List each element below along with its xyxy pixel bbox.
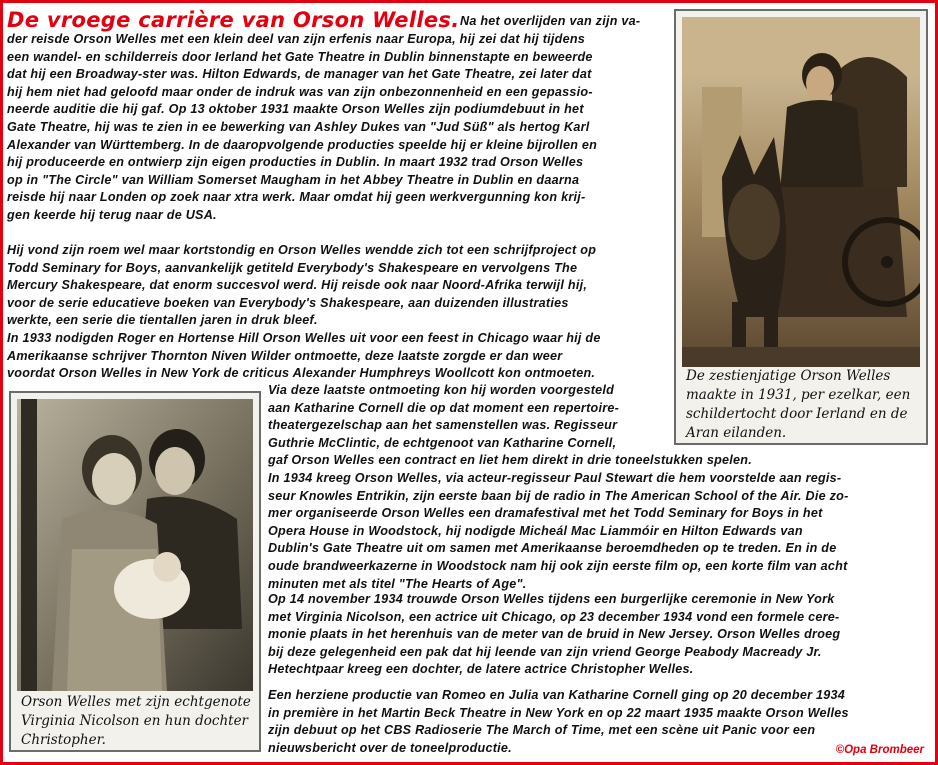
text-line: seur Knowles Entrikin, zijn eerste baan bij de radio in The American School of the Air. Die zo- [268, 488, 849, 503]
donkey-cart-image [682, 17, 920, 367]
caption-line: Virginia Nicolson en hun dochter [21, 713, 249, 729]
text-line: Alexander van Württemberg. In de daaropvolgende producties speelde hij er kleine bijrollen en [7, 137, 598, 152]
text-line: zijn debuut op het CBS Radioserie The March of Time, met een scène uit Panic voor een [268, 723, 816, 738]
text-line: theatergezelschap aan het samenstellen was. Regisseur [268, 418, 618, 433]
text-line: een wandel- en schilderreis door Ierland het Gate Theatre in Dublin binnenstapte en beweerde [7, 49, 593, 64]
photo-donkey-cart [674, 9, 928, 445]
text-line: in première in het Martin Beck Theatre in New York en op 22 maart 1935 maakte Orson Welles [268, 705, 849, 720]
family-image [17, 399, 253, 691]
text-line: Na het overlijden van zijn va- [460, 14, 641, 28]
caption-line: De zestienjatige Orson Welles [686, 368, 891, 384]
text-line: neerde auditie die hij gaf. Op 13 oktober 1931 maakte Orson Welles zijn podiumdebuut in het [7, 102, 584, 117]
text-line: oude brandweerkazerne in Woodstock nam hij ook zijn eerste film op, een korte film van acht [268, 558, 848, 573]
text-line: der reisde Orson Welles met een klein deel van zijn erfenis naar Europa, hij zei dat hij tijdens [7, 32, 586, 46]
paragraph-1 [7, 31, 597, 225]
text-line: werkte, een serie die tientallen jaren in druk bleef. [7, 313, 318, 328]
text-line: In 1933 nodigden Roger en Hortense Hill Orson Welles uit voor een feest in Chicago waar hij de [7, 330, 601, 345]
photo-family-caption [21, 693, 261, 750]
text-line: Todd Seminary for Boys, aanvankelijk getiteld Everybody's Shakespeare en vervolgens The [7, 260, 578, 275]
text-line: Hij vond zijn roem wel maar kortstondig en Orson Welles wendde zich tot een schrijfproject op [7, 243, 597, 257]
text-line: Opera House in Woodstock, hij nodigde Micheál Mac Liammóir en Hilton Edwards van [268, 523, 803, 538]
text-line: nieuwsbericht over de toneelproductie. [268, 740, 512, 755]
text-line: Gate Theatre, hij was te zien in ee bewerking van Ashley Dukes van "Jud Süß" als hertog Karl [7, 119, 590, 134]
text-line: Amerikaanse schrijver Thornton Niven Wilder ontmoette, deze laatste zorgde er dan weer [7, 348, 563, 363]
text-line: met Virginia Nicolson, een actrice uit Chicago, op 23 december 1934 vond een formele cere- [268, 609, 840, 624]
text-line: aan Katharine Cornell die op dat moment een repertoire- [268, 400, 620, 415]
paragraph-2 [7, 242, 601, 383]
text-line: Via deze laatste ontmoeting kon hij worden voorgesteld [268, 383, 615, 397]
text-line: dat hij een Broadway-ster was. Hilton Edwards, de manager van het Gate Theatre, zei later dat [7, 67, 592, 82]
text-line: gen keerde hij terug naar de USA. [7, 207, 217, 222]
copyright-credit: ©Opa Brombeer [835, 744, 924, 756]
caption-line: Christopher. [21, 732, 106, 748]
text-line: gaf Orson Welles een contract en liet hem direkt in drie toneelstukken spelen. [268, 453, 752, 468]
text-line: Mercury Shakespeare, dat enorm succesvol werd. Hij reisde ook naar Noord-Afrika terwijl hij, [7, 278, 588, 293]
caption-line: maakte in 1931, per ezelkar, een [686, 387, 911, 403]
caption-line: schildertocht door Ierland en de [686, 406, 908, 422]
text-line: Een herziene productie van Romeo en Julia van Katharine Cornell ging op 20 december 1934 [268, 688, 845, 702]
text-line: hij produceerde en ontwierp zijn eigen producties in Dublin. In maart 1932 trad Orson Welles [7, 155, 584, 170]
text-line: op in "The Circle" van William Somerset Maugham in het Abbey Theatre in Dublin en daarna [7, 172, 580, 187]
caption-line: Aran eilanden. [686, 425, 787, 441]
text-line: minuten met als titel "The Hearts of Age". [268, 576, 527, 591]
text-line: Hetechtpaar kreeg een dochter, de latere actrice Christopher Welles. [268, 662, 694, 677]
paragraph-5 [268, 687, 849, 757]
text-line: mer organiseerde Orson Welles een dramafestival met het Todd Seminary for Boys in het [268, 506, 823, 521]
text-line: voor de serie educatieve boeken van Everybody's Shakespeare, aan duizenden illustraties [7, 295, 569, 310]
text-line: hij hem niet had geloofd maar onder de indruk was van zijn onbezonnenheid en een gepassio- [7, 84, 593, 99]
text-line: Guthrie McClintic, de echtgenoot van Katharine Cornell, [268, 435, 617, 450]
paragraph-3 [268, 382, 849, 593]
text-line: Op 14 november 1934 trouwde Orson Welles tijdens een burgerlijke ceremonie in New York [268, 592, 835, 606]
text-line: In 1934 kreeg Orson Welles, via acteur-regisseur Paul Stewart die hem voorstelde aan regis- [268, 470, 842, 485]
paragraph-4 [268, 591, 840, 679]
paragraph-1-lead [460, 13, 640, 31]
text-line: monie plaats in het herenhuis van de meter van de bruid in New Jersey. Orson Welles droeg [268, 627, 841, 642]
text-line: bij deze gelegenheid een pak dat hij leende van zijn vriend George Peabody Macready Jr. [268, 644, 822, 659]
text-line: voordat Orson Welles in New York de criticus Alexander Humphreys Woollcott kon ontmoeten. [7, 366, 596, 381]
page-title: De vroege carrière van Orson Welles. [7, 8, 460, 32]
photo-family [9, 391, 261, 752]
text-line: reisde hij naar Londen op zoek naar xtra werk. Maar omdat hij geen werkvergunning kon krij- [7, 190, 586, 205]
caption-line: Orson Welles met zijn echtgenote [21, 694, 251, 710]
text-line: Dublin's Gate Theatre uit om samen met Amerikaanse beroemdheden op te treden. En in de [268, 541, 837, 556]
